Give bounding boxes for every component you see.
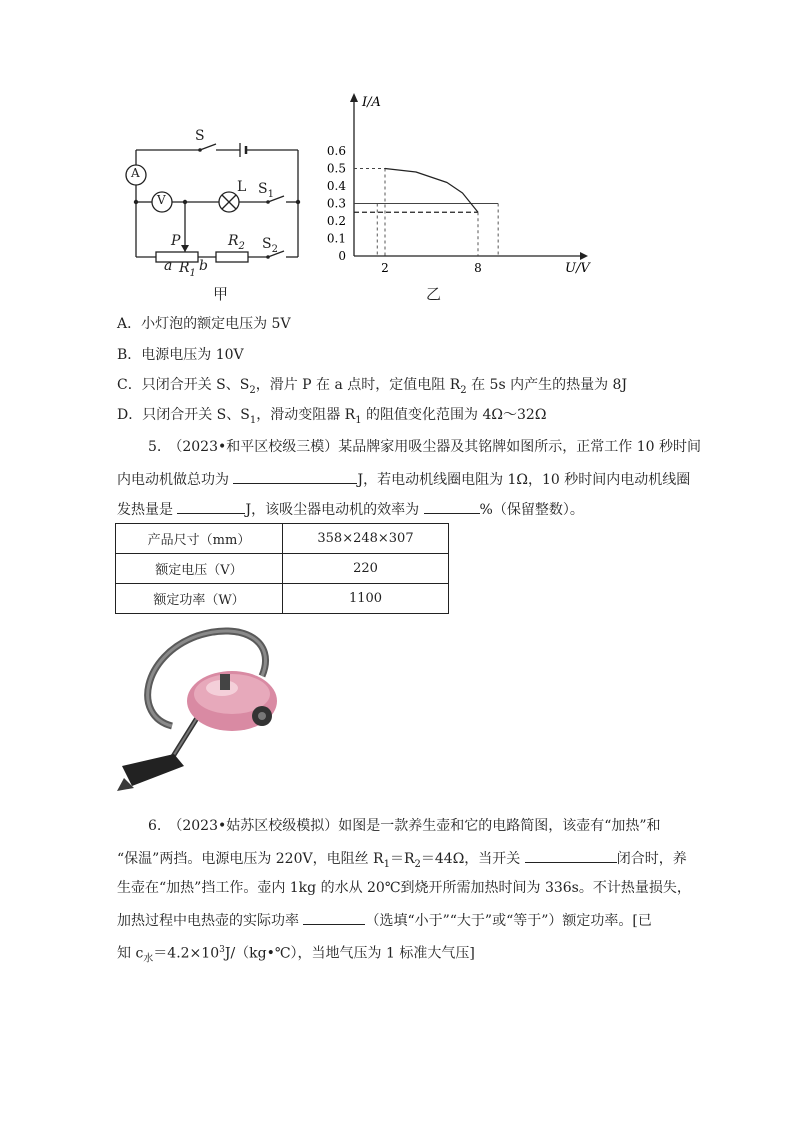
circuit-diagram — [118, 125, 318, 305]
q5-blank-efficiency[interactable] — [424, 499, 480, 514]
q6-line-5: 知 $c_水=4.2\times 10^3J/(kg•℃)$，当地气压为 1 标准大气压] — [117, 945, 475, 965]
q5-line-2: 内电动机做总功为 J，若电动机线圈电阻为 1Ω，10 秒时间内电动机线圈 — [117, 469, 690, 489]
q4-option-a: A．小灯泡的额定电压为 5V — [117, 316, 291, 332]
q6-line-3: 生壶在“加热”挡工作。壶内 1kg 的水从 20℃到烧开所需加热时间为 336s。不计热量损失， — [117, 880, 691, 896]
table-row — [116, 554, 449, 584]
q4-option-d: D．只闭合开关 S、$S_1$，滑动变阻器 $R_1$ 的阻值变化范围为 4Ω～32Ω — [117, 407, 547, 426]
table-cell: 额定电压（V） — [116, 554, 283, 584]
q5-blank-work[interactable] — [233, 469, 357, 484]
spec-table — [115, 523, 449, 614]
y-tick-label: 0 — [338, 249, 346, 263]
q6-line-4: 加热过程中电热壶的实际功率 （选填“小于”“大于”或“等于”）额定功率。[已 — [117, 910, 652, 930]
table-cell: 产品尺寸（mm） — [116, 524, 283, 554]
label-b: b — [199, 258, 208, 274]
x-tick-label: 8 — [474, 261, 482, 275]
label-S2: $S_2$ — [262, 236, 278, 255]
caption-jia: 甲 — [213, 285, 229, 303]
x-tick-label: 2 — [381, 261, 389, 275]
caption-yi: 乙 — [426, 285, 442, 303]
q5-line-1: 5. （2023•和平区校级三模）某品牌家用吸尘器及其铭牌如图所示，正常工作 10 秒时间 — [148, 439, 701, 455]
table-row — [116, 584, 449, 614]
y-axis-label: I/A — [362, 95, 381, 110]
x-axis-arrow — [580, 252, 588, 260]
q4-option-c: C．只闭合开关 S、$S_2$，滑片 P 在 a 点时，定值电阻 $R_2$ 在 5s 内产生的热量为 8J — [117, 377, 628, 396]
q6-line-1: 6. （2023•姑苏区校级模拟）如图是一款养生壶和它的电路简图，该壶有“加热”和 — [148, 818, 661, 834]
label-A: A — [131, 166, 140, 180]
label-S: S — [195, 128, 205, 144]
iu-curve — [385, 169, 478, 213]
y-tick-label: 0.6 — [326, 144, 346, 158]
y-tick-label: 0.4 — [326, 179, 346, 193]
y-axis-arrow — [350, 93, 358, 102]
table-row — [116, 524, 449, 554]
q4-option-b: B．电源电压为 10V — [117, 347, 244, 363]
q5-blank-heat[interactable] — [177, 499, 245, 514]
y-tick-label: 0.2 — [326, 214, 346, 228]
label-L: L — [237, 179, 247, 195]
q6-blank-power[interactable] — [303, 910, 365, 925]
label-S1: $S_1$ — [258, 181, 274, 200]
q5-line-3: 发热量是 J，该吸尘器电动机的效率为 %（保留整数）。 — [117, 499, 584, 519]
x-axis-label: U/V — [565, 261, 590, 276]
y-tick-label: 0.5 — [326, 161, 346, 176]
table-cell: 220 — [283, 554, 449, 584]
label-R2: $R_2$ — [228, 233, 245, 252]
table-cell: 358×248×307 — [283, 524, 449, 554]
y-tick-label: 0.3 — [326, 196, 346, 211]
label-P: P — [171, 233, 181, 249]
vacuum-cleaner-image — [112, 616, 282, 796]
label-R1: $R_1$ — [179, 260, 196, 279]
q6-line-2: “保温”两挡。电源电压为 220V，电阻丝 $R_1=R_2=44\Omega$，当开关 闭合时，养 — [117, 848, 687, 874]
table-cell: 额定功率（W） — [116, 584, 283, 614]
y-tick-label: 0.1 — [326, 231, 346, 246]
label-V: V — [157, 193, 166, 207]
iu-chart — [318, 90, 608, 300]
q6-blank-switch[interactable] — [525, 848, 617, 863]
label-a: a — [164, 258, 173, 274]
table-cell: 1100 — [283, 584, 449, 614]
